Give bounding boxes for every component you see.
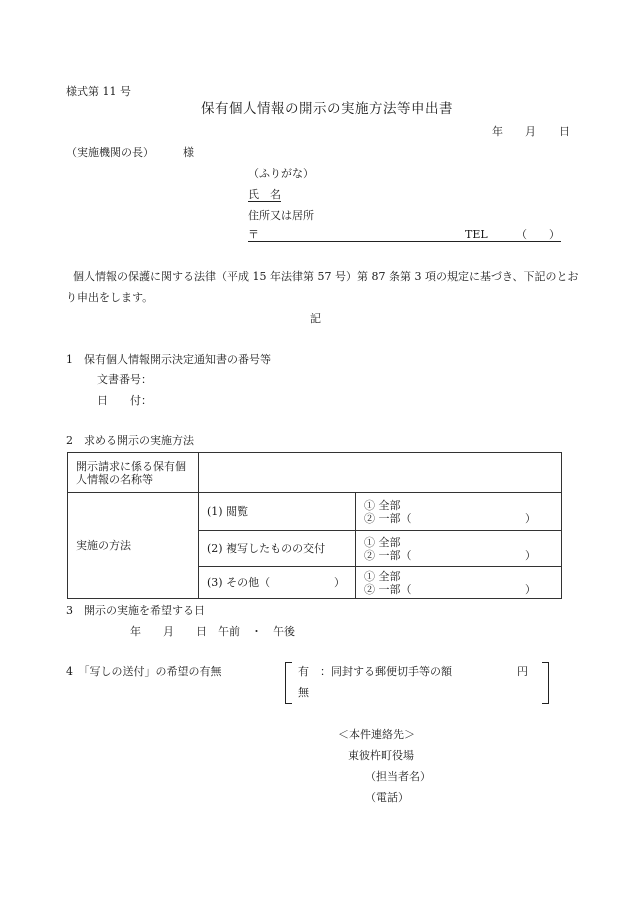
postal-mark: 〒: [248, 228, 259, 241]
body-text-line-2: り申出をします。: [66, 291, 154, 304]
name-label: [248, 188, 281, 202]
table-row: [68, 493, 562, 531]
section-1-heading: 1 保有個人情報開示決定通知書の番号等: [66, 353, 271, 366]
furigana-label: （ふりがな）: [248, 167, 314, 180]
method-2-options[interactable]: [356, 531, 562, 567]
info-name-value[interactable]: [199, 453, 562, 493]
contact-phone: （電話）: [365, 791, 409, 804]
method-1-option-all: ① 全部: [364, 498, 401, 512]
date-day-label: 日: [559, 125, 570, 138]
method-2-option-all: ① 全部: [364, 535, 401, 549]
method-1-option-partial-close: ）: [525, 511, 536, 525]
tel-label: TEL: [465, 228, 488, 241]
info-name-label-line-1: 開示請求に係る保有個: [76, 459, 186, 473]
method-3-label-text: (3) その他（: [207, 576, 271, 589]
method-1-options[interactable]: [356, 493, 562, 531]
method-3-label: [199, 567, 356, 599]
yen-label: 円: [517, 665, 528, 678]
body-text-line-1: 個人情報の保護に関する法律（平成 15 年法律第 57 号）第 87 条第 3 項の規定に基づき、下記のとお: [73, 270, 579, 283]
addressee-org: （実施機関の長）: [66, 146, 154, 159]
doc-number-label: 文書番号：: [97, 373, 152, 386]
method-1-label: (1) 閲覧: [199, 493, 356, 531]
address-label: 住所又は居所: [248, 209, 314, 222]
left-bracket: [285, 662, 292, 704]
method-3-option-partial-close: ）: [525, 582, 536, 596]
method-2-option-partial-close: ）: [525, 548, 536, 562]
section-4-heading: 4 「写しの送付」の希望の有無: [66, 665, 222, 678]
preferred-date-line: 年 月 日 午前 ・ 午後: [130, 625, 295, 638]
notice-date-label: 日 付：: [97, 394, 152, 407]
tel-parens: （ ）: [516, 228, 560, 241]
method-3-label-row: [207, 576, 345, 589]
form-number: 様式第 11 号: [66, 85, 131, 98]
date-year-label: 年: [492, 125, 503, 138]
method-2-option-partial-text: ② 一部（: [364, 548, 412, 562]
info-name-label-line-2: 人情報の名称等: [76, 472, 153, 486]
name-label-text: 氏 名: [248, 188, 281, 201]
right-bracket: [542, 662, 549, 704]
method-3-option-all: ① 全部: [364, 569, 401, 583]
contact-office: 東彼杵町役場: [348, 749, 414, 762]
disclosure-method-table: [67, 452, 562, 599]
section-2-heading: 2 求める開示の実施方法: [66, 434, 194, 447]
ki-label: 記: [310, 312, 321, 325]
method-3-options[interactable]: [356, 567, 562, 599]
method-2-label: (2) 複写したものの交付: [199, 531, 356, 567]
postage-no-line: 無: [298, 686, 309, 699]
method-label: 実施の方法: [68, 493, 199, 599]
method-1-option-partial: [364, 512, 536, 525]
method-3-option-partial-text: ② 一部（: [364, 582, 412, 596]
table-row: [68, 453, 562, 493]
info-name-label: [68, 453, 199, 493]
method-2-option-partial: [364, 549, 536, 562]
form-title: 保有個人情報の開示の実施方法等申出書: [201, 101, 453, 117]
postage-yes-line: 有 ：同封する郵便切手等の額: [298, 665, 452, 678]
addressee-honorific: 様: [183, 146, 194, 159]
method-1-option-partial-text: ② 一部（: [364, 511, 412, 525]
date-month-label: 月: [525, 125, 536, 138]
address-underline: [248, 241, 561, 242]
method-3-label-close: ）: [334, 576, 345, 589]
contact-heading: ＜本件連絡先＞: [338, 728, 415, 741]
method-3-option-partial: [364, 583, 536, 596]
section-3-heading: 3 開示の実施を希望する日: [66, 604, 205, 617]
contact-person: （担当者名）: [365, 770, 431, 783]
